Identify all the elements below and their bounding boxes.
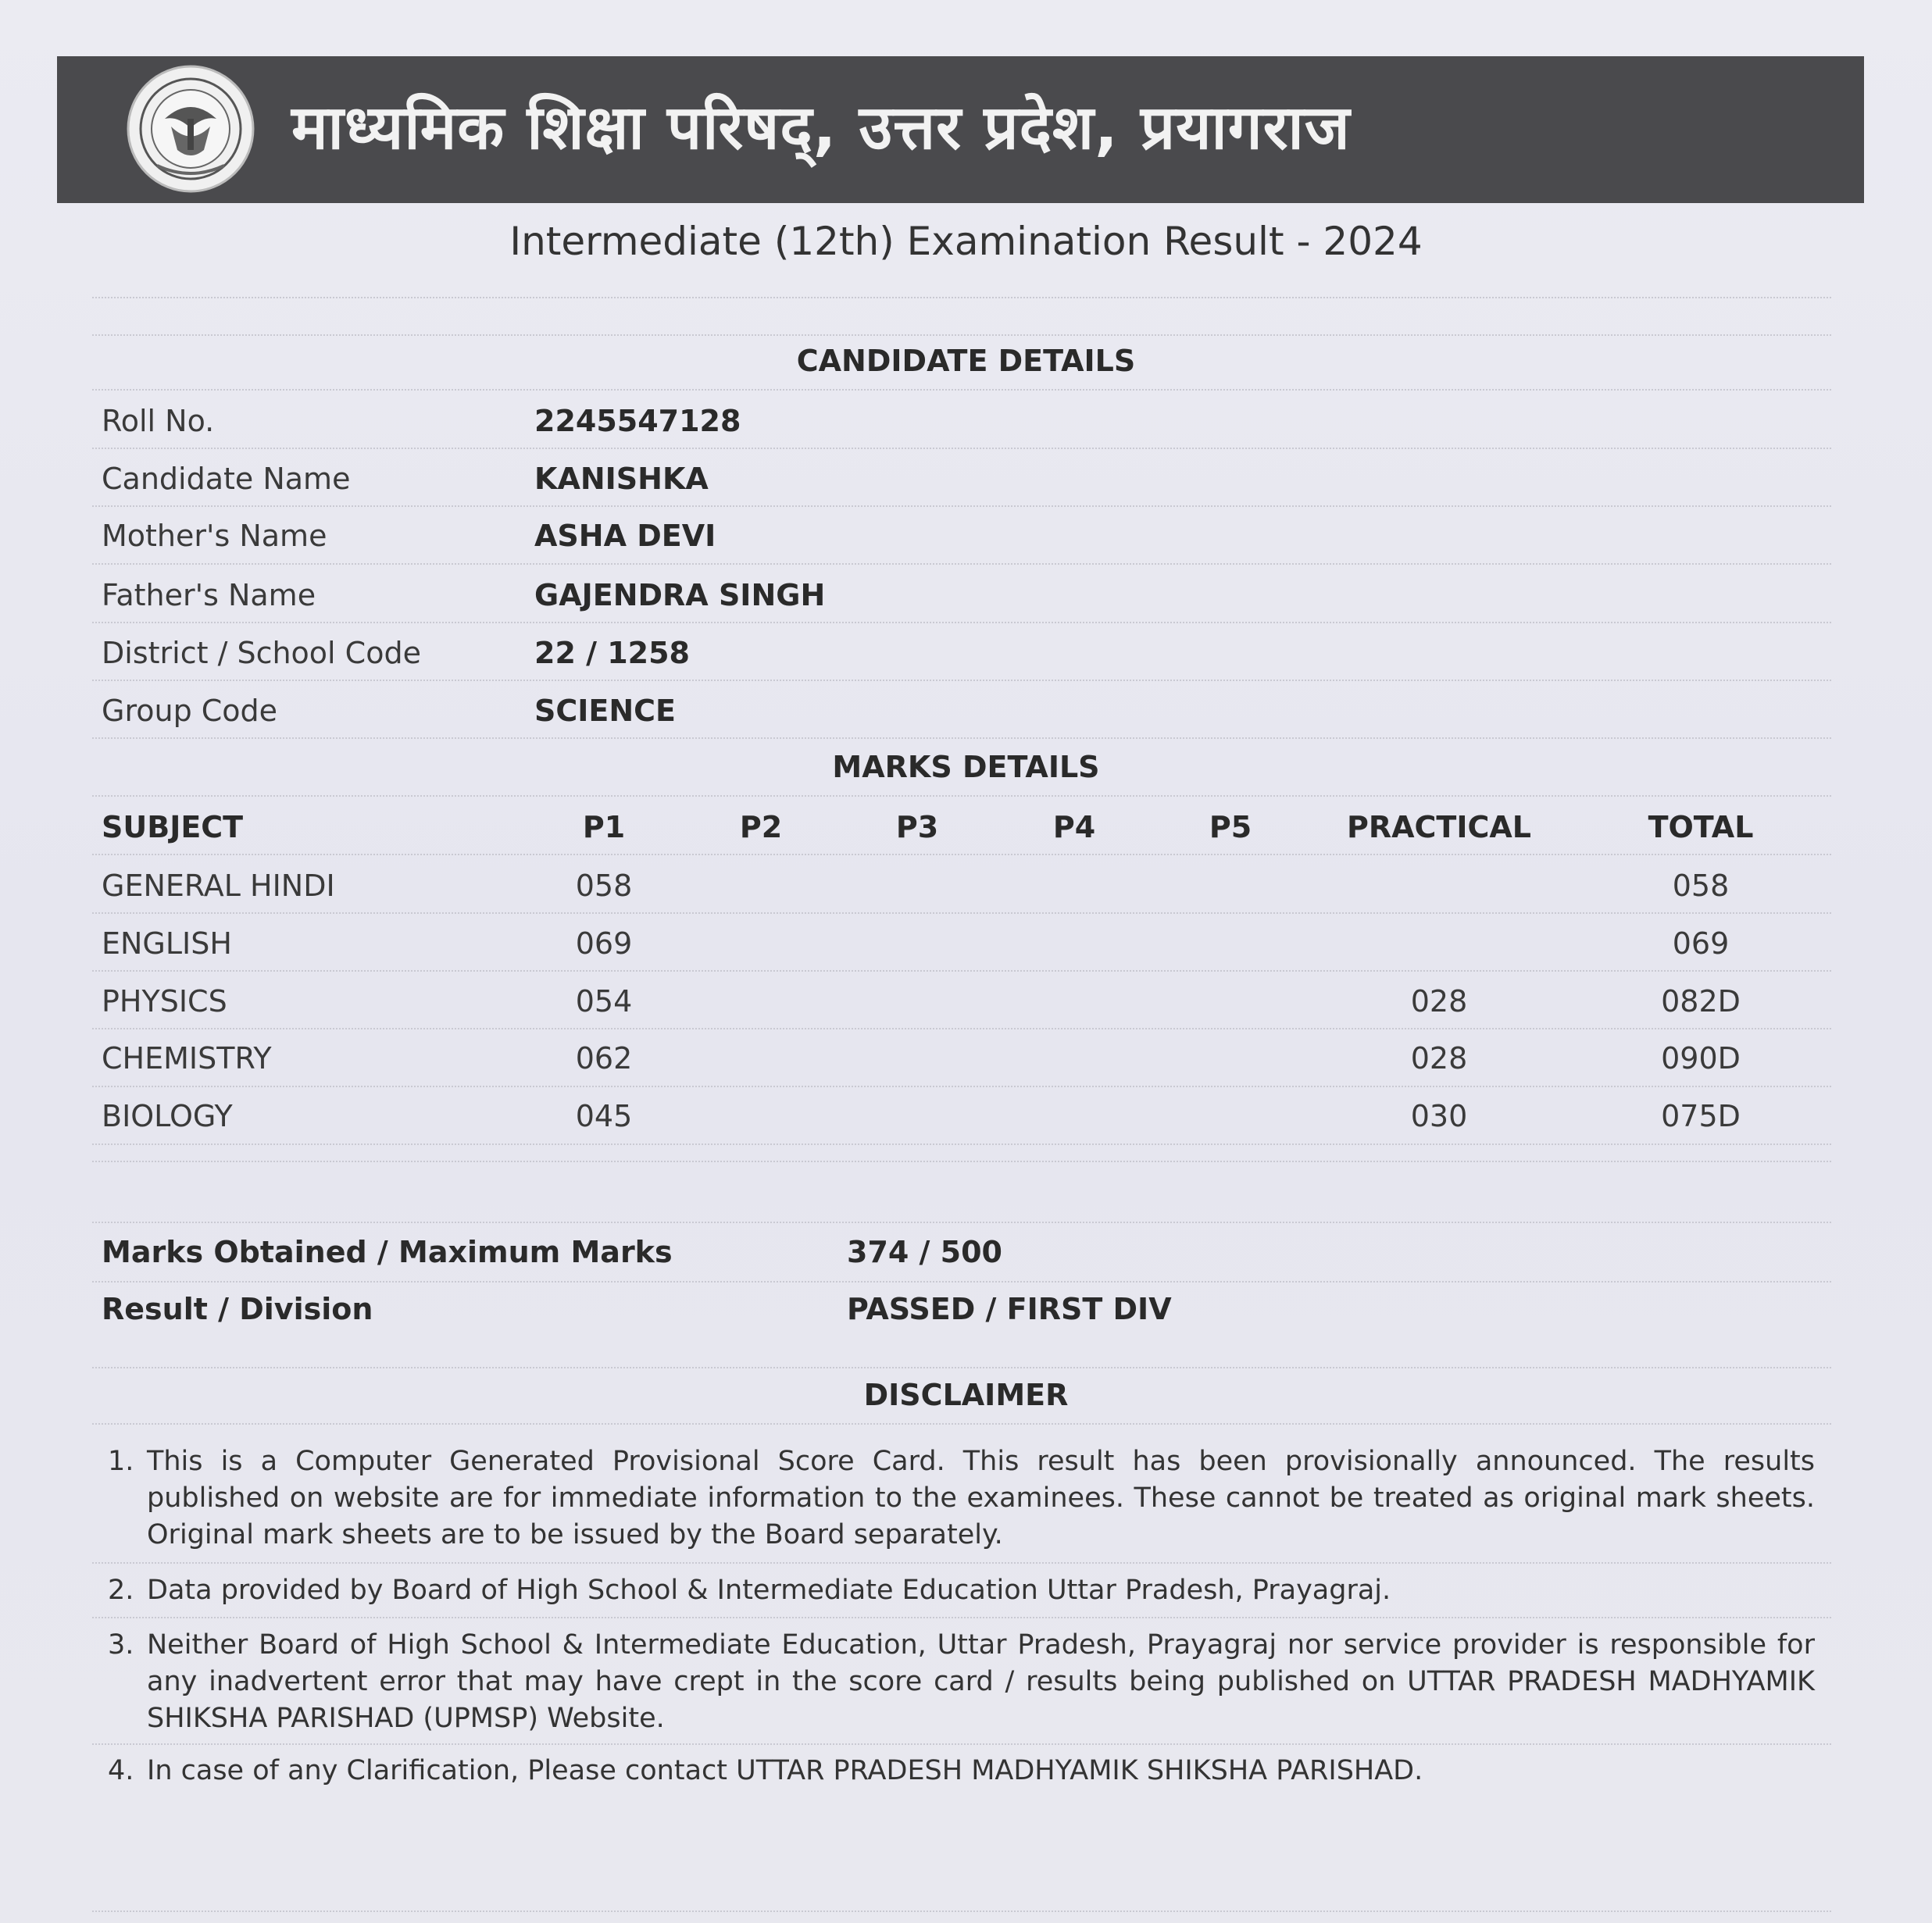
disclaimer-number: 4. <box>108 1755 134 1786</box>
disclaimer-number: 3. <box>108 1629 134 1661</box>
divider <box>92 737 1831 739</box>
divider <box>92 448 1831 449</box>
up-government-seal-icon <box>126 64 255 194</box>
practical-cell: 028 <box>1410 1041 1468 1076</box>
column-header-practical: PRACTICAL <box>1347 810 1531 844</box>
total-cell: 090D <box>1661 1041 1741 1076</box>
divider <box>92 912 1831 914</box>
column-header-p2: P2 <box>739 810 783 844</box>
disclaimer-number: 1. <box>108 1446 134 1477</box>
exam-title: Intermediate (12th) Examination Result - 2024 <box>509 219 1423 264</box>
disclaimer-text: In case of any Clarification, Please contact UTTAR PRADESH MADHYAMIK SHIKSHA PARISHAD. <box>147 1755 1423 1786</box>
p1-cell: 045 <box>575 1099 633 1133</box>
roll-no-label: Roll No. <box>102 404 215 438</box>
divider <box>92 389 1831 391</box>
disclaimer-text: Neither Board of High School & Intermediate Education, Uttar Pradesh, Prayagraj nor service provider is responsible for any inadvertent error that may have crept in the score card / results being published on UTTAR PRADESH MADHYAMIK SHIKSHA PARISHAD (UPMSP) Website. <box>147 1629 1815 1734</box>
subject-cell: GENERAL HINDI <box>102 869 335 903</box>
practical-cell: 030 <box>1410 1099 1468 1133</box>
p1-cell: 062 <box>575 1041 633 1076</box>
divider <box>92 1423 1831 1425</box>
column-header-p4: P4 <box>1052 810 1096 844</box>
total-cell: 075D <box>1661 1099 1741 1133</box>
result-division-value: PASSED / FIRST DIV <box>847 1292 1172 1326</box>
district-school-code-value: 22 / 1258 <box>534 636 690 670</box>
district-school-code-label: District / School Code <box>102 636 421 670</box>
disclaimer-text: Data provided by Board of High School & Intermediate Education Uttar Pradesh, Prayagraj. <box>147 1575 1391 1606</box>
result-division-label: Result / Division <box>102 1292 373 1326</box>
marks-obtained-label: Marks Obtained / Maximum Marks <box>102 1235 673 1269</box>
divider <box>92 795 1831 797</box>
mother-name-label: Mother's Name <box>102 519 327 553</box>
divider <box>92 563 1831 565</box>
p1-cell: 054 <box>575 984 633 1019</box>
disclaimer-item <box>108 1572 1815 1609</box>
divider <box>92 1911 1831 1912</box>
divider <box>92 622 1831 623</box>
column-header-p1: P1 <box>582 810 626 844</box>
divider <box>92 334 1831 336</box>
disclaimer-item <box>108 1627 1815 1737</box>
divider <box>92 1143 1831 1145</box>
disclaimer-item <box>108 1443 1815 1554</box>
disclaimer-text: This is a Computer Generated Provisional Score Card. This result has been provisionally announced. The results published on website are for immediate information to the examinees. These cannot be treated as original mark sheets. Original mark sheets are to be issued by the Board separately. <box>147 1446 1815 1550</box>
group-code-label: Group Code <box>102 694 278 728</box>
disclaimer-heading: DISCLAIMER <box>863 1378 1069 1412</box>
board-name: माध्यमिक शिक्षा परिषद्, उत्तर प्रदेश, प्रयागराज <box>291 93 1351 163</box>
disclaimer-number: 2. <box>108 1575 134 1606</box>
divider <box>92 970 1831 972</box>
subject-cell: ENGLISH <box>102 926 232 961</box>
p1-cell: 058 <box>575 869 633 903</box>
p1-cell: 069 <box>575 926 633 961</box>
total-cell: 082D <box>1661 984 1741 1019</box>
column-header-p3: P3 <box>895 810 939 844</box>
column-header-total: TOTAL <box>1648 810 1754 844</box>
subject-cell: CHEMISTRY <box>102 1041 272 1076</box>
divider <box>92 505 1831 507</box>
divider <box>92 1086 1831 1087</box>
marks-details-heading: MARKS DETAILS <box>832 750 1100 784</box>
header-banner <box>57 56 1864 203</box>
mother-name-value: ASHA DEVI <box>534 519 716 553</box>
divider <box>92 297 1831 298</box>
divider <box>92 1562 1831 1564</box>
total-cell: 058 <box>1672 869 1730 903</box>
subject-cell: BIOLOGY <box>102 1099 233 1133</box>
father-name-value: GAJENDRA SINGH <box>534 578 826 612</box>
candidate-name-label: Candidate Name <box>102 462 351 496</box>
subject-cell: PHYSICS <box>102 984 227 1019</box>
divider <box>92 1367 1831 1368</box>
candidate-details-heading: CANDIDATE DETAILS <box>796 344 1136 378</box>
column-header-p5: P5 <box>1209 810 1252 844</box>
column-header-subject: SUBJECT <box>102 810 244 844</box>
disclaimer-item <box>108 1753 1815 1789</box>
divider <box>92 1222 1831 1223</box>
divider <box>92 1281 1831 1283</box>
group-code-value: SCIENCE <box>534 694 677 728</box>
divider <box>92 1028 1831 1029</box>
divider <box>92 1743 1831 1745</box>
divider <box>92 1617 1831 1618</box>
candidate-name-value: KANISHKA <box>534 462 709 496</box>
divider <box>92 854 1831 855</box>
practical-cell: 028 <box>1410 984 1468 1019</box>
divider <box>92 1161 1831 1162</box>
marks-obtained-value: 374 / 500 <box>847 1235 1002 1269</box>
father-name-label: Father's Name <box>102 578 316 612</box>
roll-no-value: 2245547128 <box>534 404 741 438</box>
divider <box>92 680 1831 681</box>
total-cell: 069 <box>1672 926 1730 961</box>
